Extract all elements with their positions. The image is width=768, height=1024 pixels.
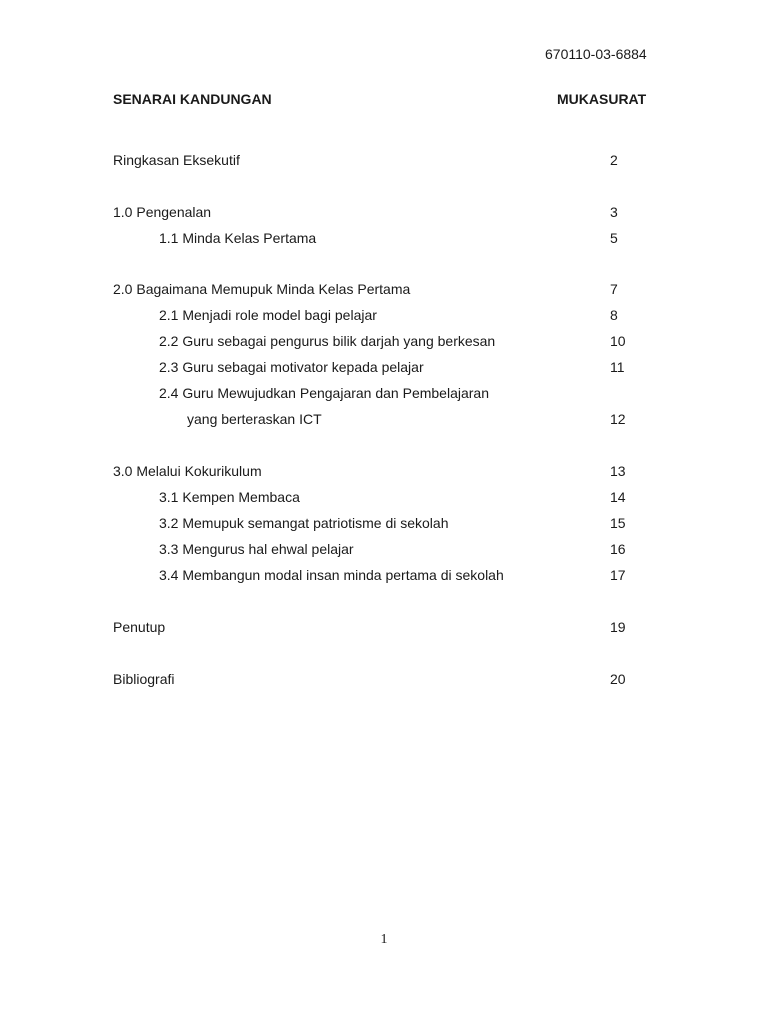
toc-entry-page: 16: [610, 541, 626, 557]
toc-subentry-text: 2.4 Guru Mewujudkan Pengajaran dan Pembelajaran: [159, 385, 489, 401]
toc-subentry-text: 2.1 Menjadi role model bagi pelajar: [159, 307, 377, 323]
toc-subentry-text: 3.4 Membangun modal insan minda pertama di sekolah: [159, 567, 504, 583]
toc-subentry-text: 3.3 Mengurus hal ehwal pelajar: [159, 541, 354, 557]
toc-subentry-text: 3.1 Kempen Membaca: [159, 489, 300, 505]
toc-entry-page: 2: [610, 152, 618, 168]
page-column-title: MUKASURAT: [557, 91, 647, 107]
document-id: 670110-03-6884: [545, 46, 647, 62]
toc-subentry-text: 2.3 Guru sebagai motivator kepada pelajar: [159, 359, 424, 375]
toc-entry-page: 19: [610, 619, 626, 635]
toc-entry-text: 2.0 Bagaimana Memupuk Minda Kelas Pertama: [113, 281, 411, 297]
toc-entry-text: Penutup: [113, 619, 166, 635]
toc-entry-page: 8: [610, 307, 618, 323]
toc-entry-page: 17: [610, 567, 626, 583]
toc-entry-text: Ringkasan Eksekutif: [113, 152, 240, 168]
toc-entry-page: 20: [610, 671, 626, 687]
toc-entry-page: 10: [610, 333, 626, 349]
toc-entry-page: 3: [610, 204, 618, 220]
toc-subentry-text: 3.2 Memupuk semangat patriotisme di sekolah: [159, 515, 449, 531]
toc-subentry-text: 1.1 Minda Kelas Pertama: [159, 230, 317, 246]
toc-entry-page: 14: [610, 489, 626, 505]
toc-subentry-text: 2.2 Guru sebagai pengurus bilik darjah yang berkesan: [159, 333, 496, 349]
toc-entry-page: 7: [610, 281, 618, 297]
toc-subentry-continuation: yang berteraskan ICT: [187, 411, 322, 427]
toc-entry-text: 3.0 Melalui Kokurikulum: [113, 463, 262, 479]
toc-entry-page: 15: [610, 515, 626, 531]
page-number: 1: [380, 932, 388, 947]
toc-entry-page: 5: [610, 230, 618, 246]
toc-entry-page: 11: [610, 359, 625, 375]
toc-entry-page: 13: [610, 463, 626, 479]
toc-entry-text: Bibliografi: [113, 671, 175, 687]
toc-title: SENARAI KANDUNGAN: [113, 91, 272, 107]
toc-entry-page: 12: [610, 411, 626, 427]
toc-entry-text: 1.0 Pengenalan: [113, 204, 212, 220]
